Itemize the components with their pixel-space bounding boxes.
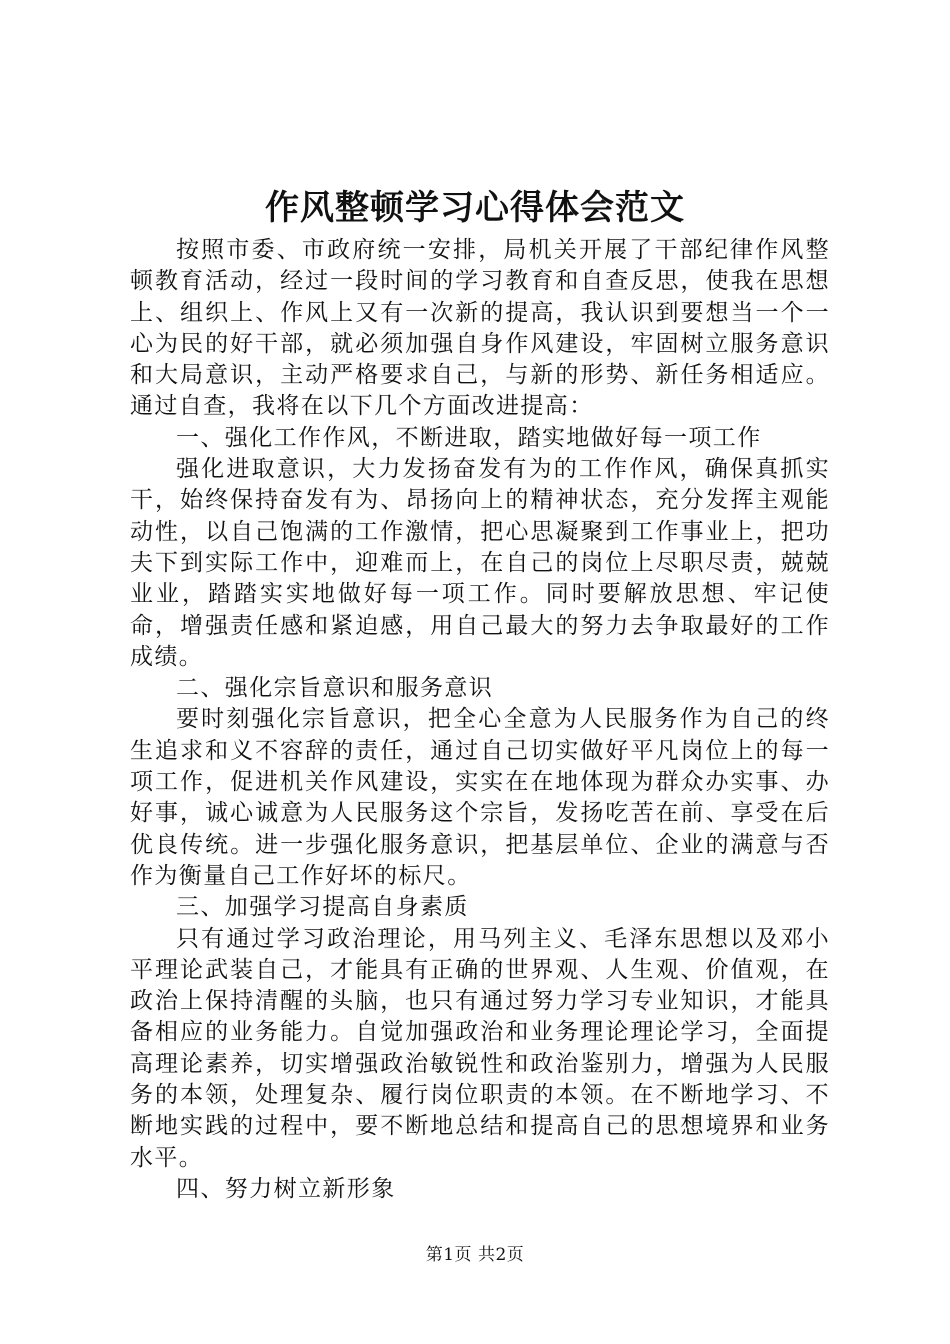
paragraph-intro: 按照市委、市政府统一安排，局机关开展了干部纪律作风整顿教育活动，经过一段时间的学习教育和自查反思，使我在思想上、组织上、作风上又有一次新的提高，我认识到要想当一个一心为民的好干部，就必须加强自身作风建设，牢固树立服务意识和大局意识，主动严格要求自己，与新的形势、新任务相适应。通过自查，我将在以下几个方面改进提高：: [130, 237, 830, 420]
section-heading-1: 一、强化工作作风，不断进取，踏实地做好每一项工作: [176, 424, 762, 451]
section-heading-4: 四、努力树立新形象: [176, 1175, 396, 1202]
page-number-footer: 第1页 共2页: [425, 1245, 525, 1265]
paragraph-section-3: 只有通过学习政治理论，用马列主义、毛泽东思想以及邓小平理论武装自己，才能具有正确的世界观、人生观、价值观，在政治上保持清醒的头脑，也只有通过努力学习专业知识，才能具备相应的业务能力。自觉加强政治和业务理论理论学习，全面提高理论素养，切实增强政治敏锐性和政治鉴别力，增强为人民服务的本领，处理复杂、履行岗位职责的本领。在不断地学习、不断地实践的过程中，要不断地总结和提高自己的思想境界和业务水平。: [130, 925, 830, 1171]
section-heading-2: 二、强化宗旨意识和服务意识: [176, 675, 494, 702]
document-title: 作风整顿学习心得体会范文: [265, 188, 685, 228]
section-heading-3: 三、加强学习提高自身素质: [176, 894, 469, 921]
paragraph-section-1: 强化进取意识，大力发扬奋发有为的工作作风，确保真抓实干，始终保持奋发有为、昂扬向上的精神状态，充分发挥主观能动性，以自己饱满的工作激情，把心思凝聚到工作事业上，把功夫下到实际工作中，迎难而上，在自己的岗位上尽职尽责，兢兢业业，踏踏实实地做好每一项工作。同时要解放思想、牢记使命，增强责任感和紧迫感，用自己最大的努力去争取最好的工作成绩。: [130, 456, 830, 670]
paragraph-section-2: 要时刻强化宗旨意识，把全心全意为人民服务作为自己的终生追求和义不容辞的责任，通过自己切实做好平凡岗位上的每一项工作，促进机关作风建设，实实在在地体现为群众办实事、办好事，诚心诚意为人民服务这个宗旨，发扬吃苦在前、享受在后优良传统。进一步强化服务意识，把基层单位、企业的满意与否作为衡量自己工作好坏的标尺。: [130, 706, 830, 889]
document-body: [130, 235, 830, 1205]
